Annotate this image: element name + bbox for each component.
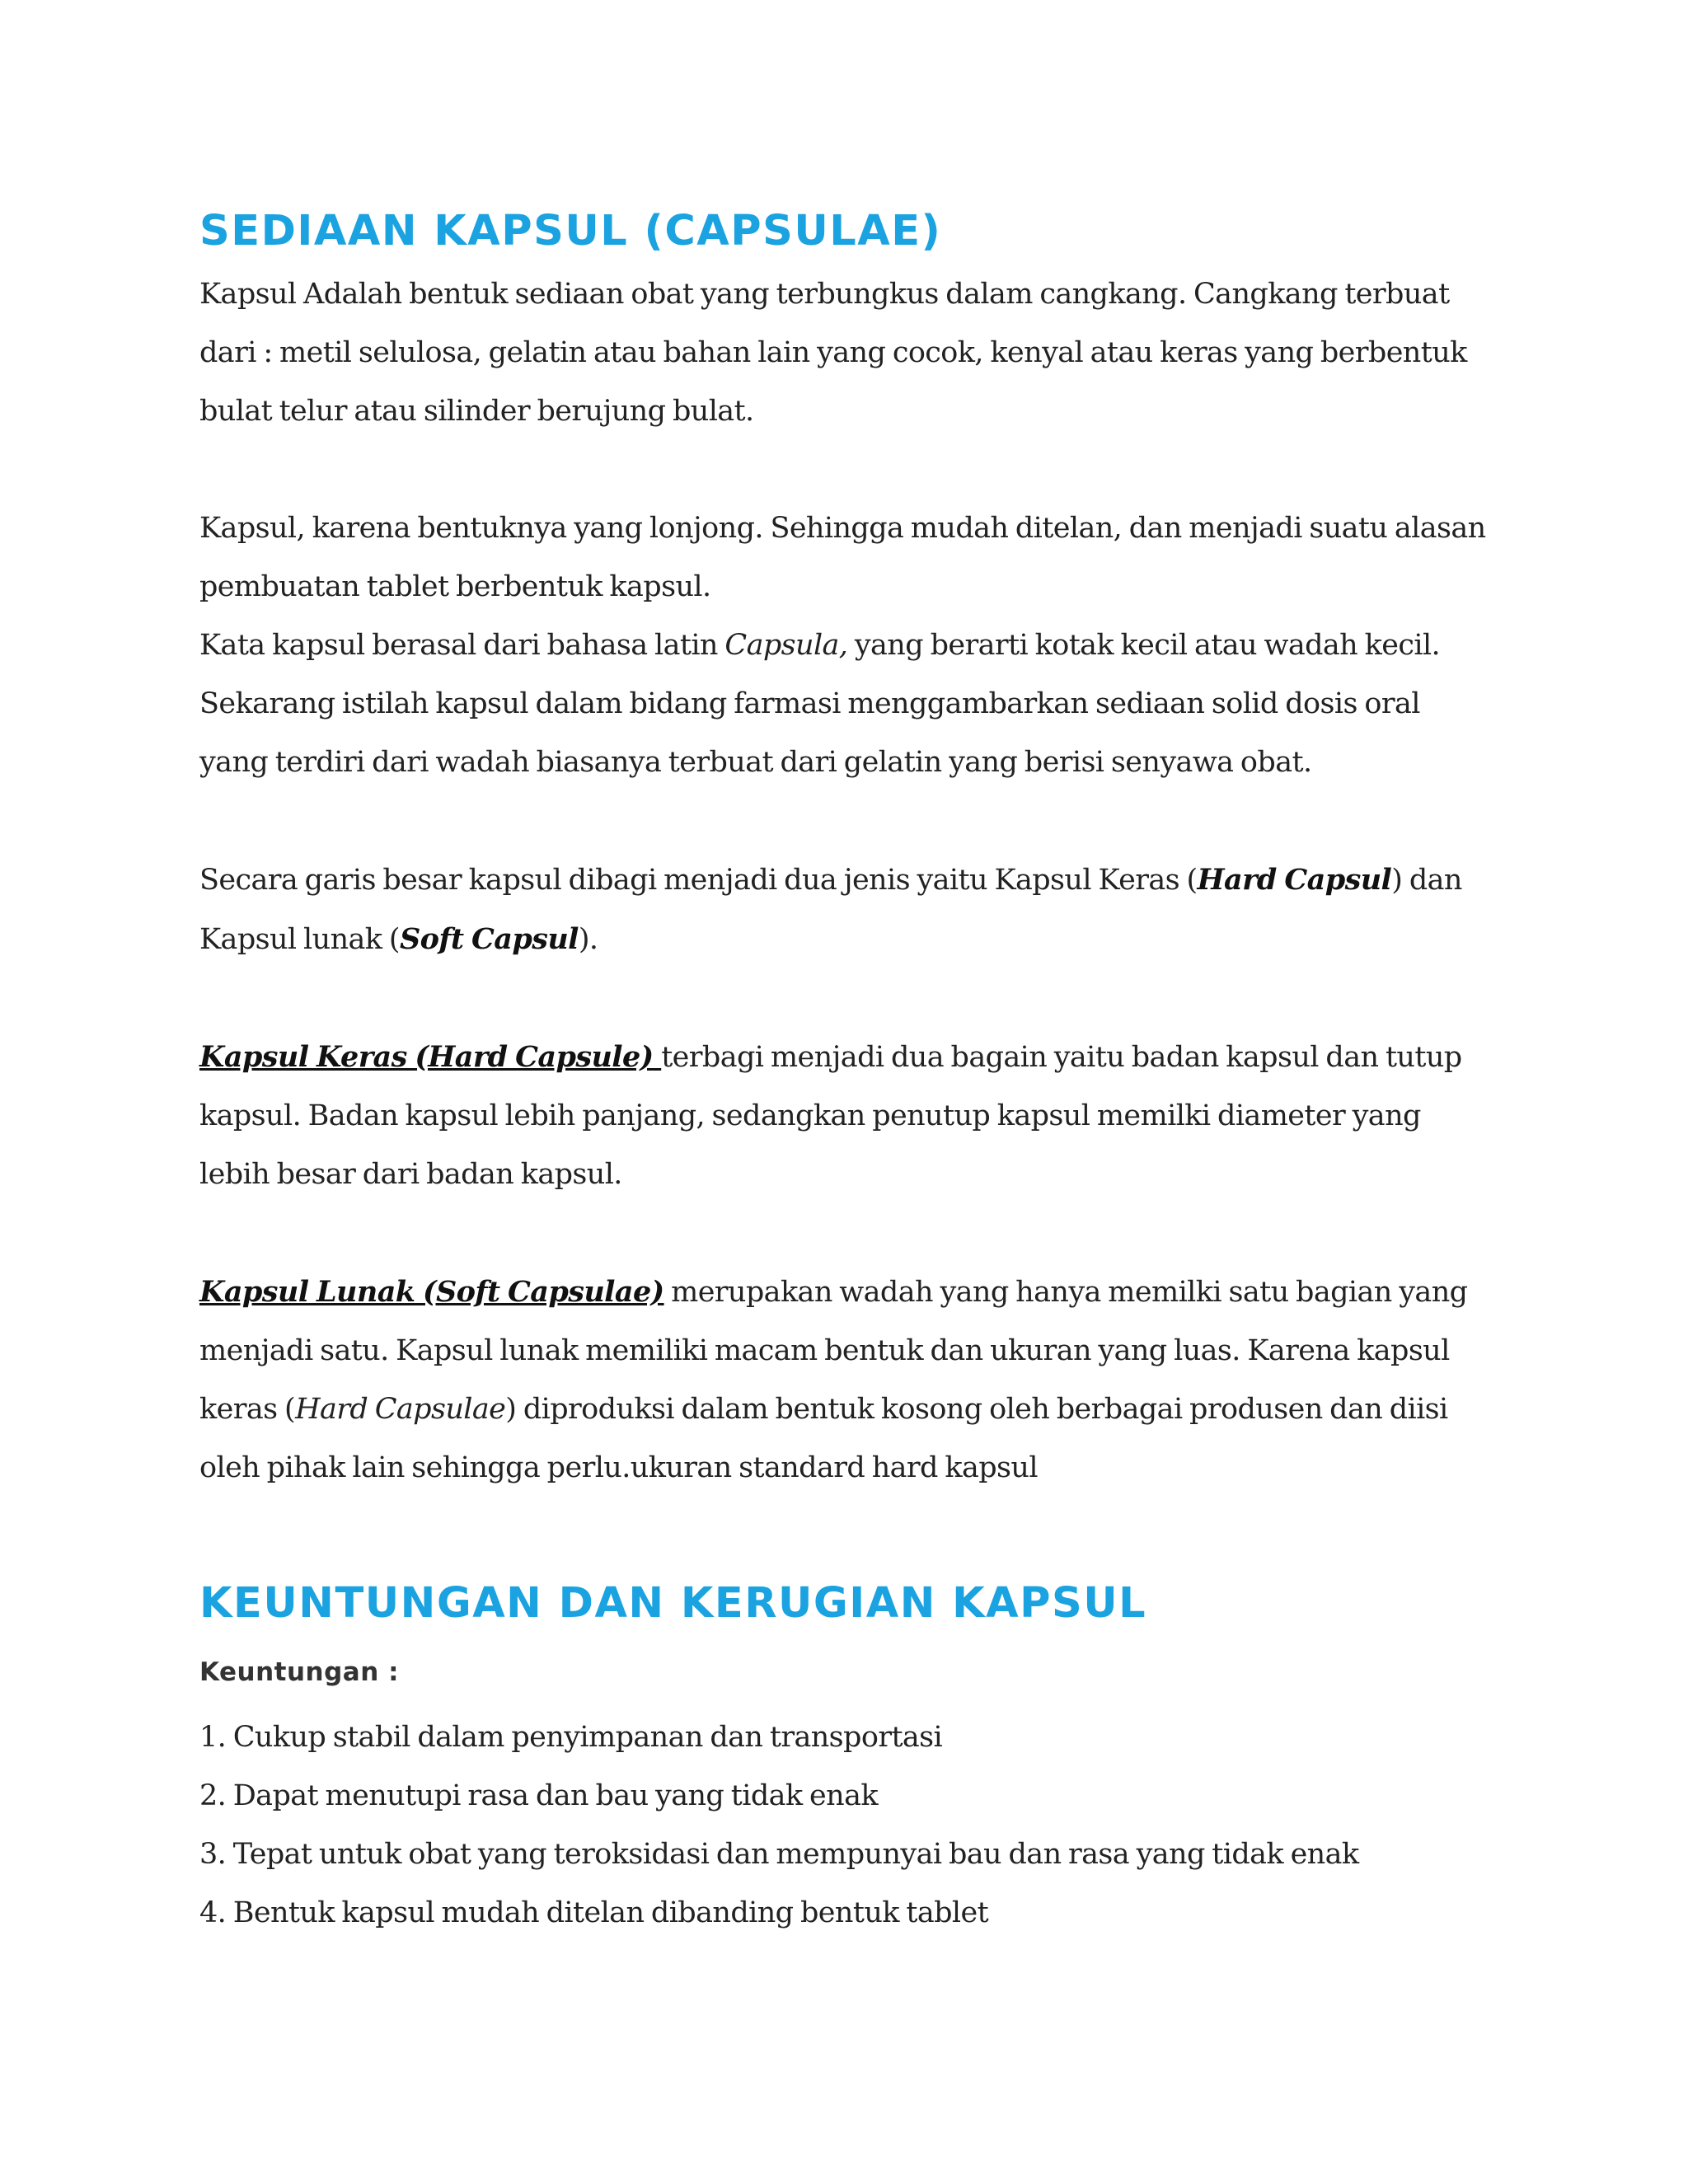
text-line: Sekarang istilah kapsul dalam bidang farmasi menggambarkan sediaan solid dosis oral: [199, 687, 1420, 720]
paragraph-shape: [199, 499, 1502, 792]
text-run: Secara garis besar kapsul dibagi menjadi dua jenis yaitu Kapsul Keras (: [199, 864, 1198, 897]
term-kapsul-lunak: Kapsul Lunak (Soft Capsulae): [199, 1275, 664, 1309]
subsection-title-keuntungan: Keuntungan :: [199, 1657, 399, 1687]
paragraph-gap: [199, 792, 1502, 851]
section-gap: [199, 1497, 1502, 1573]
text-line: oleh pihak lain sehingga perlu.ukuran standard hard kapsul: [199, 1451, 1038, 1484]
paragraph-types: [199, 851, 1502, 969]
text-run: Kapsul lunak (: [199, 923, 400, 956]
term-soft-capsul: Soft Capsul: [399, 922, 579, 956]
list-item: 2. Dapat menutupi rasa dan bau yang tidak enak: [199, 1779, 878, 1812]
text-run: keras (: [199, 1393, 296, 1426]
term-hard-capsulae: Hard Capsulae: [295, 1393, 506, 1426]
advantages-list: [199, 1708, 1502, 1943]
text-line: pembuatan tablet berbentuk kapsul.: [199, 570, 711, 603]
paragraph-gap: [199, 1204, 1502, 1263]
text-line: bulat telur atau silinder berujung bulat.: [199, 395, 754, 428]
list-item: 4. Bentuk kapsul mudah ditelan dibanding bentuk tablet: [199, 1896, 989, 1929]
term-hard-capsul: Hard Capsul: [1197, 863, 1392, 897]
section-title-sediaan-kapsul: SEDIAAN KAPSUL (CAPSULAE): [199, 207, 942, 255]
text-line-etymology: [199, 616, 1502, 675]
latin-term: Capsula,: [724, 629, 848, 662]
text-line: dari : metil selulosa, gelatin atau bahan lain yang cocok, kenyal atau keras yang berbentuk: [199, 336, 1467, 369]
text-line: Kapsul Adalah bentuk sediaan obat yang terbungkus dalam cangkang. Cangkang terbuat: [199, 278, 1450, 311]
paragraph-hard-capsule: [199, 1028, 1502, 1204]
paragraph-gap: [199, 969, 1502, 1028]
text-run: ) diproduksi dalam bentuk kosong oleh berbagai produsen dan diisi: [505, 1393, 1448, 1426]
text-line: [199, 910, 1502, 969]
document-content: [199, 201, 1502, 1943]
text-line: [199, 1380, 1502, 1439]
text-run: ).: [578, 923, 598, 956]
text-line: [199, 851, 1502, 910]
text-line: menjadi satu. Kapsul lunak memiliki macam bentuk dan ukuran yang luas. Karena kapsul: [199, 1334, 1450, 1367]
list-item: 1. Cukup stabil dalam penyimpanan dan transportasi: [199, 1721, 943, 1754]
paragraph-soft-capsule: [199, 1263, 1502, 1497]
section-title-keuntungan-kerugian: KEUNTUNGAN DAN KERUGIAN KAPSUL: [199, 1579, 1147, 1628]
text-line: Kapsul, karena bentuknya yang lonjong. Sehingga mudah ditelan, dan menjadi suatu alasan: [199, 512, 1486, 545]
paragraph-gap: [199, 441, 1502, 499]
term-kapsul-keras: Kapsul Keras (Hard Capsule): [199, 1040, 662, 1074]
text-run: merupakan wadah yang hanya memilki satu bagian yang: [663, 1276, 1468, 1309]
text-line: yang terdiri dari wadah biasanya terbuat dari gelatin yang berisi senyawa obat.: [199, 746, 1312, 779]
text-run: Kata kapsul berasal dari bahasa latin: [199, 629, 725, 662]
text-line: lebih besar dari badan kapsul.: [199, 1158, 622, 1191]
text-line: kapsul. Badan kapsul lebih panjang, sedangkan penutup kapsul memilki diameter yang: [199, 1099, 1421, 1132]
text-run: yang berarti kotak kecil atau wadah kecil.: [847, 629, 1441, 662]
text-line: [199, 1263, 1502, 1322]
paragraph-definition: [199, 265, 1502, 441]
text-line: [199, 1028, 1502, 1087]
list-item: 3. Tepat untuk obat yang teroksidasi dan mempunyai bau dan rasa yang tidak enak: [199, 1838, 1359, 1871]
text-run: ) dan: [1391, 864, 1462, 897]
text-run: terbagi menjadi dua bagain yaitu badan kapsul dan tutup: [661, 1041, 1462, 1074]
